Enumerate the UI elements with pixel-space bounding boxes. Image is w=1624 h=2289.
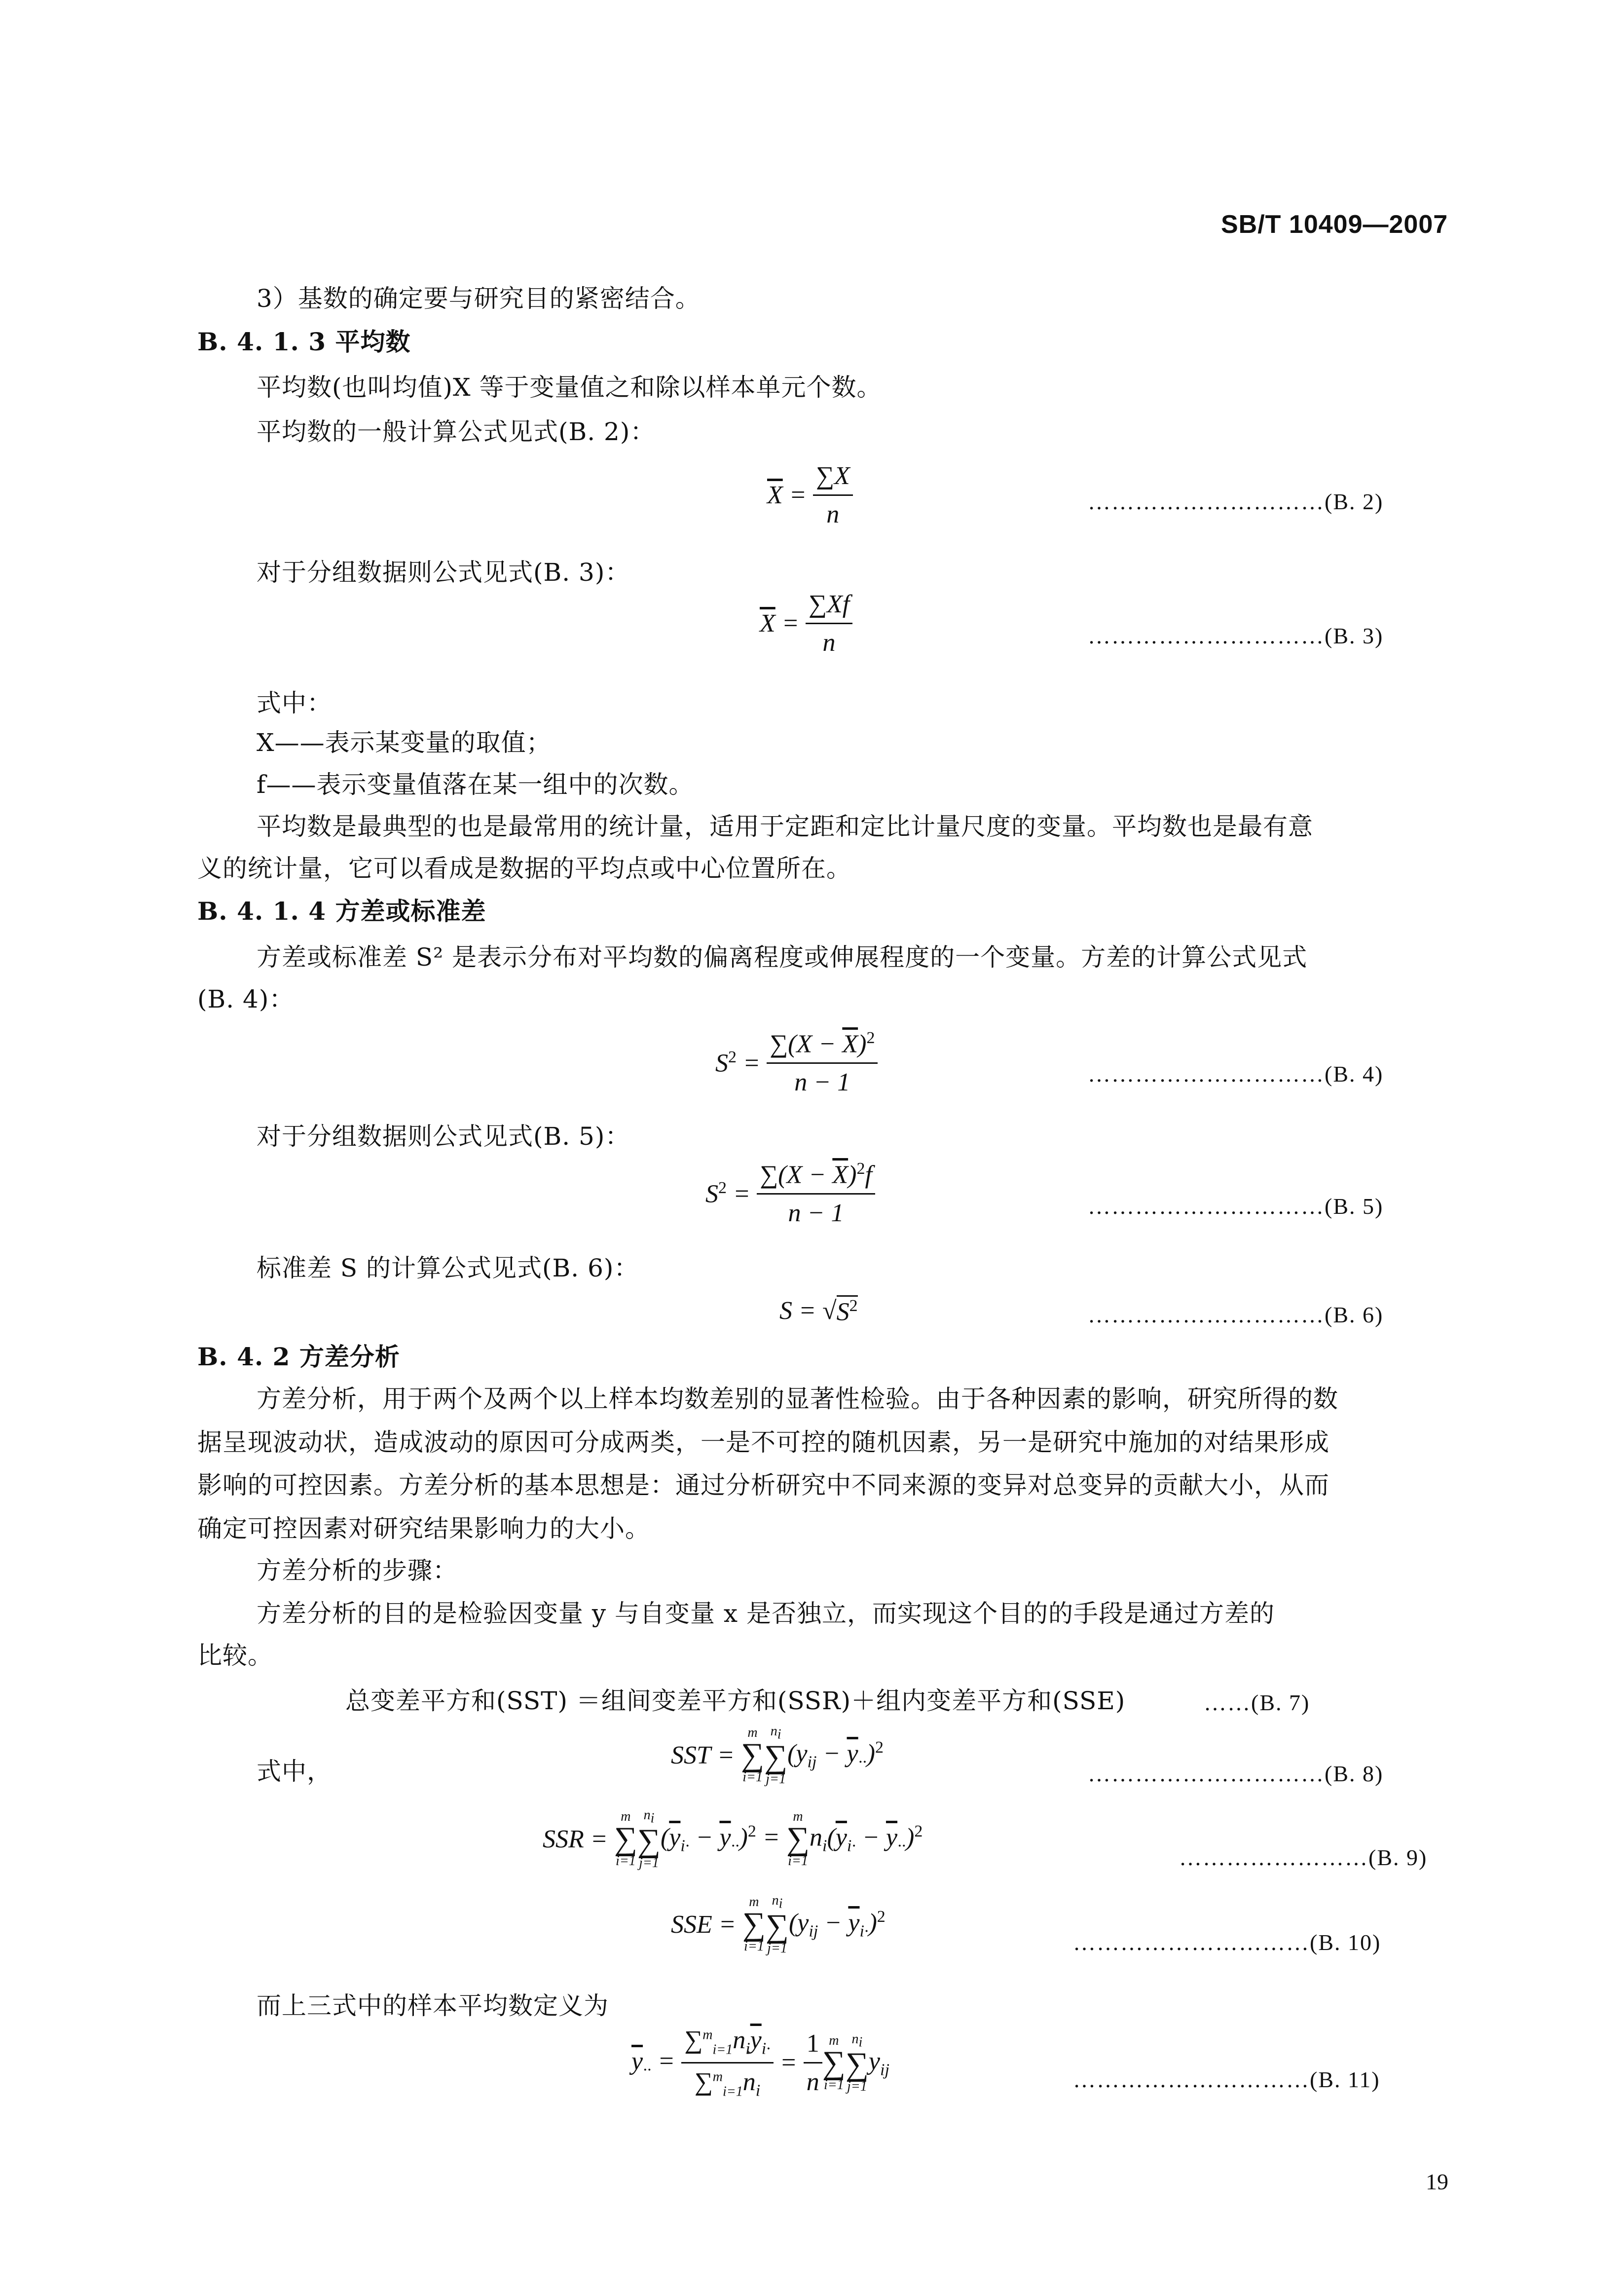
section-heading-b42: B. 4. 2 方差分析 <box>197 1342 400 1371</box>
text-line: 式中： <box>257 689 332 717</box>
equation-number-b8: …………………………(B. 8) <box>1088 1761 1384 1786</box>
text-line: 据呈现波动状，造成波动的原因可分成两类，一是不可控的随机因素，另一是研究中施加的对结果形成 <box>197 1428 1329 1457</box>
text-line: f——表示变量值落在某一组中的次数。 <box>257 770 694 799</box>
formula-b10: SSE = m ∑ i=1 $n_i$ ∑ j=1 $(y_{ij} - \overline{y}_{i\cdot})^2$ <box>671 1893 886 1956</box>
document-code: SB/T 10409—2007 <box>1221 210 1448 239</box>
text-line: 确定可控因素对研究结果影响力的大小。 <box>197 1514 650 1543</box>
equation-number-b5: …………………………(B. 5) <box>1088 1194 1384 1219</box>
formula-b8: SST = m ∑ i=1 $n_i$ ∑ j=1 $(y_{ij} - \overline{y}_{\cdot\cdot})^2$ <box>671 1724 884 1787</box>
formula-b5: $S^2$ = $\frac{\sum(X - \overline{X})^2f}{n - 1}$ <box>705 1160 875 1228</box>
text-line: 平均数的一般计算公式见式(B. 2)： <box>257 417 656 446</box>
section-heading-b413: B. 4. 1. 3 平均数 <box>197 327 411 356</box>
text-line: 方差分析的步骤： <box>257 1556 458 1585</box>
text-line: 方差或标准差 S² 是表示分布对平均数的偏离程度或伸展程度的一个变量。方差的计算公式见式 <box>257 943 1308 972</box>
equation-number-b3: …………………………(B. 3) <box>1088 623 1384 648</box>
text-line: 义的统计量，它可以看成是数据的平均点或中心位置所在。 <box>197 854 851 883</box>
text-line: 方差分析的目的是检验因变量 y 与自变量 x 是否独立，而实现这个目的的手段是通过方差的 <box>257 1599 1275 1628</box>
text-line: 标准差 S 的计算公式见式(B. 6)： <box>257 1254 639 1282</box>
section-heading-b414: B. 4. 1. 4 方差或标准差 <box>197 897 486 926</box>
equation-number-b10: …………………………(B. 10) <box>1073 1930 1381 1955</box>
text-line: 对于分组数据则公式见式(B. 3)： <box>257 558 630 587</box>
equation-number-b11: …………………………(B. 11) <box>1073 2067 1380 2092</box>
equation-number-b2: …………………………(B. 2) <box>1088 489 1384 514</box>
text-line: 平均数是最典型的也是最常用的统计量，适用于定距和定比计量尺度的变量。平均数也是最有意 <box>257 812 1313 841</box>
text-line: 比较。 <box>197 1641 273 1670</box>
text-line: 而上三式中的样本平均数定义为 <box>257 1991 609 2020</box>
formula-b7: 总变差平方和(SST) ＝组间变差平方和(SSR)＋组内变差平方和(SSE) <box>345 1687 1126 1715</box>
formula-b4: $S^2$ = $\frac{\sum(X - \overline{X})^2}{n - 1}$ <box>715 1029 878 1097</box>
formula-b11: $\overline{y}_{\cdot\cdot}$ = $\frac{\sum^m_{i=1}n_i\overline{y}_{i\cdot}}{\sum^m_{i=1}n_i}$ = $\frac{1}{n}$ m ∑ i=1 $n_i$ ∑ j=1 $y_{ij}$ <box>631 2026 889 2100</box>
formula-b9: SSR = m ∑ i=1 $n_i$ ∑ j=1 $(\overline{y}_{i\cdot} - \overline{y}_{\cdot\cdot})^2$ = m ∑ i=1 $n_i(\overline{y}_{i\cdot} - \overline{y}_{\cdot\cdot})^2$ <box>543 1807 923 1871</box>
equation-number-b7: ……(B. 7) <box>1204 1690 1310 1715</box>
formula-b2: $\overline{X}$ = $\frac{\sum X}{n}$ <box>767 461 853 529</box>
equation-number-b9: ……………………(B. 9) <box>1179 1845 1428 1870</box>
text-line: 对于分组数据则公式见式(B. 5)： <box>257 1122 630 1151</box>
text-line: 方差分析，用于两个及两个以上样本均数差别的显著性检验。由于各种因素的影响，研究所得的数 <box>257 1385 1338 1413</box>
formula-b3: $\overline{X}$ = $\frac{\sum Xf}{n}$ <box>760 590 852 657</box>
text-line: 式中， <box>257 1757 332 1786</box>
page-number: 19 <box>1426 2169 1448 2194</box>
text-line: 影响的可控因素。方差分析的基本思想是：通过分析研究中不同来源的变异对总变异的贡献大小，从而 <box>197 1471 1329 1500</box>
text-line: (B. 4)： <box>197 985 295 1013</box>
text-line: 平均数(也叫均值)X 等于变量值之和除以样本单元个数。 <box>257 373 882 402</box>
equation-number-b6: …………………………(B. 6) <box>1088 1302 1384 1327</box>
formula-b6: S = √ $S^2$ <box>779 1295 858 1326</box>
text-line: X——表示某变量的取值； <box>257 728 552 757</box>
equation-number-b4: …………………………(B. 4) <box>1088 1061 1384 1087</box>
text-line: 3）基数的确定要与研究目的紧密结合。 <box>257 284 701 313</box>
